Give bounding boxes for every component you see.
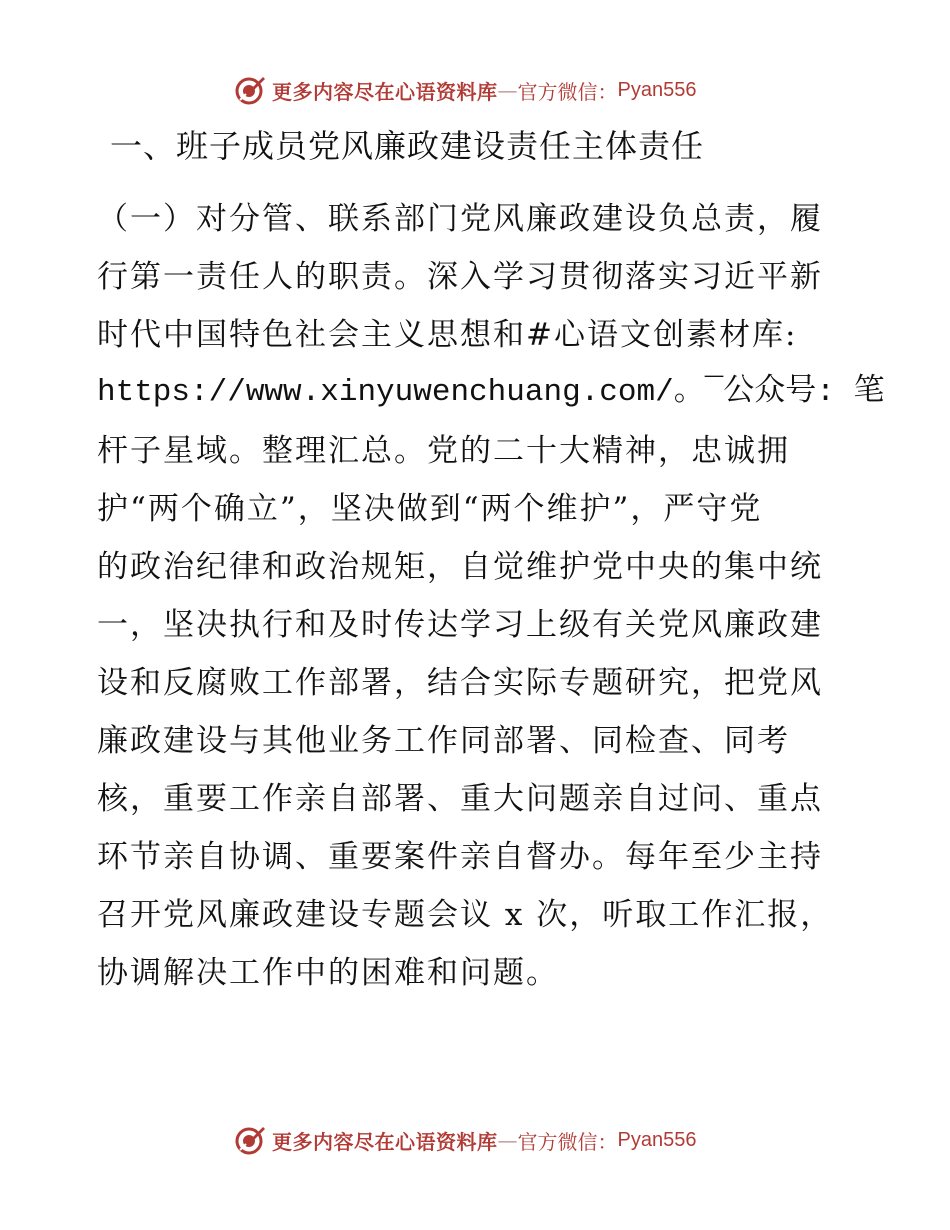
paragraph-line: 设和反腐败工作部署，结合实际专题研究，把党风: [97, 665, 823, 701]
pen-logo-icon: [234, 1124, 266, 1156]
paragraph-line: 杆子星域。整理汇总。党的二十大精神，忠诚拥: [97, 433, 790, 469]
footer-watermark-banner: [234, 1122, 696, 1158]
banner-brand-text: 更多内容尽在心语资料库: [272, 1129, 498, 1154]
banner-wechat-id: Pyan556: [617, 78, 697, 101]
header-watermark-banner: [234, 72, 696, 108]
paragraph-line: 的政治纪律和政治规矩，自觉维护党中央的集中统: [97, 549, 823, 585]
banner-wechat-label: 官方微信：: [517, 79, 618, 104]
banner-wechat-id: Pyan556: [617, 1128, 697, 1151]
paragraph-line: （一）对分管、联系部门党风廉政建设负总责，履: [97, 201, 823, 237]
paragraph-line: 护“两个确立”，坚决做到“两个维护”，严守党: [97, 491, 763, 527]
section-heading: 一、班子成员党风廉政建设责任主体责任: [110, 127, 705, 165]
paragraph-line: 召开党风廉政建设专题会议 x 次，听取工作汇报，: [97, 897, 834, 933]
paragraph-line: 行第一责任人的职责。深入学习贯彻落实习近平新: [97, 259, 823, 295]
paragraph-line: 廉政建设与其他业务工作同部署、同检查、同考: [97, 723, 790, 759]
banner-wechat-label: 官方微信：: [517, 1129, 618, 1154]
banner-brand-text: 更多内容尽在心语资料库: [272, 79, 498, 104]
body-paragraph: [97, 190, 885, 1002]
paragraph-line: 核，重要工作亲自部署、重大问题亲自过问、重点: [97, 781, 823, 817]
banner-separator: —: [497, 78, 518, 102]
paragraph-line: 协调解决工作中的困难和问题。: [97, 955, 559, 991]
paragraph-line: 一，坚决执行和及时传达学习上级有关党风廉政建: [97, 607, 823, 643]
paragraph-line: 时代中国特色社会主义思想和#心语文创素材库:: [97, 317, 798, 353]
paragraph-line: 环节亲自协调、重要案件亲自督办。每年至少主持: [97, 839, 823, 875]
paragraph-line-url: https://www.xinyuwenchuang.com/。¯公众号: 笔: [97, 375, 885, 410]
pen-logo-icon: [234, 74, 266, 106]
banner-separator: —: [497, 1128, 518, 1152]
